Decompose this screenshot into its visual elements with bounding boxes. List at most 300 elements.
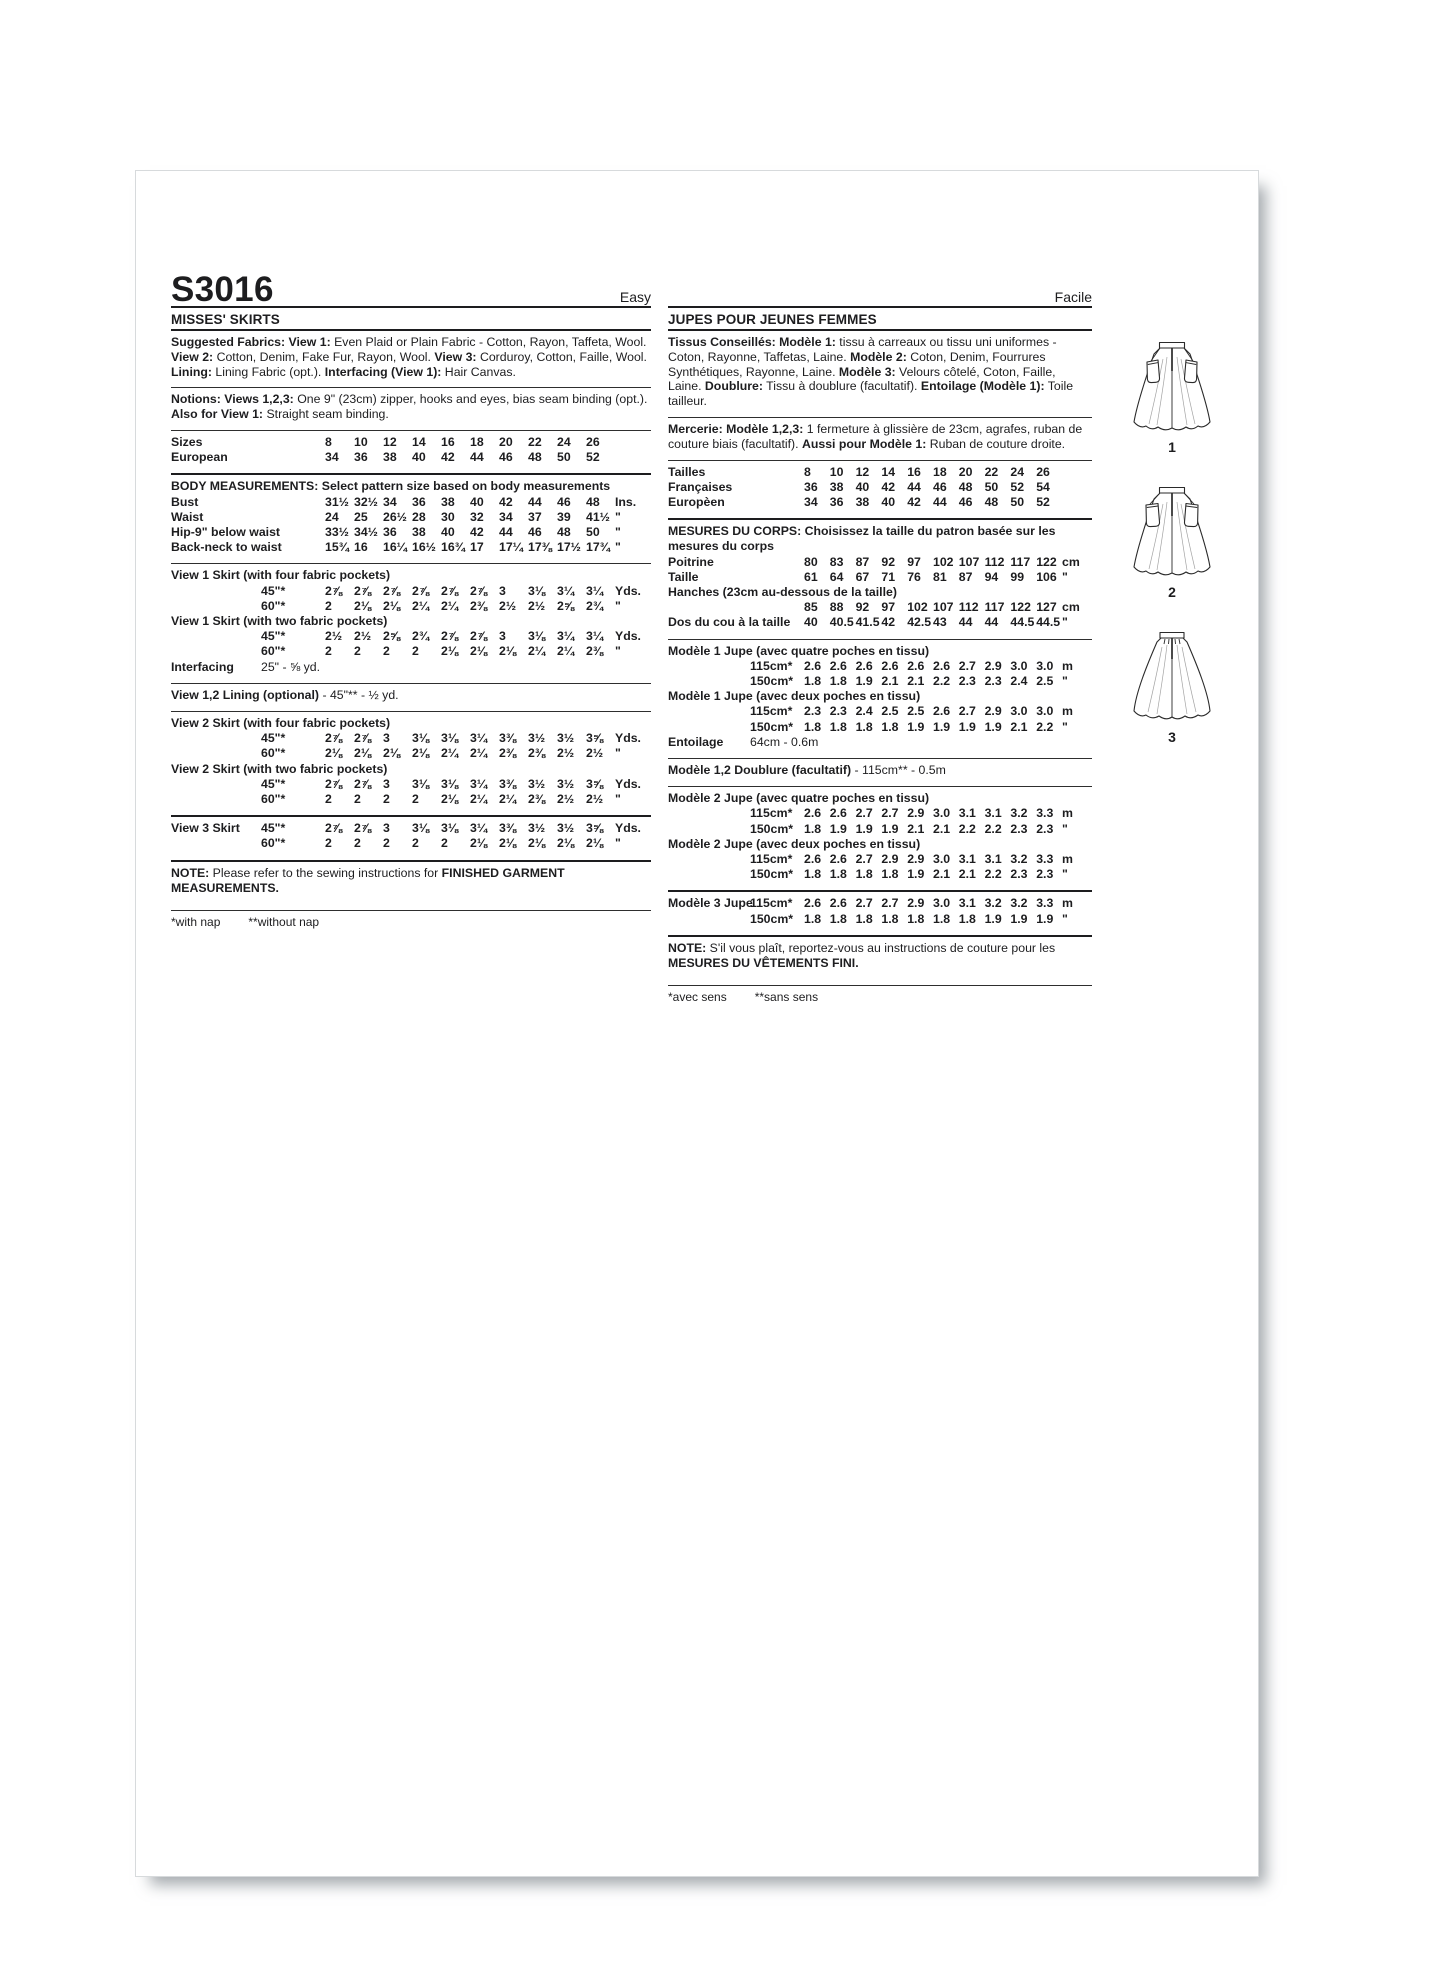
cell-unit: Yds. [615, 776, 641, 791]
cell-value: 1.8 [804, 821, 822, 836]
cell-value: 2⅛ [499, 836, 517, 851]
cell-value: 3¼ [557, 629, 575, 644]
divider [668, 460, 1092, 461]
cell-value: 2.1 [881, 674, 899, 689]
cell-value: 3 [383, 821, 390, 836]
cell-value: 2¾ [586, 598, 604, 613]
suggested-fabrics-paragraph [171, 335, 651, 379]
cell-value: 10 [829, 464, 844, 479]
divider [171, 387, 651, 388]
cell-value: 1.8 [881, 719, 899, 734]
text-segment: 1 fermeture à glissière de 23cm, agrafes, ruban de couture biais (facultatif). [668, 421, 1083, 451]
cell-value: 2.9 [984, 658, 1002, 673]
cell-value: 2⅜ [499, 746, 517, 761]
cell-value: 16 [441, 434, 455, 449]
cell-value: 33½ [325, 525, 349, 539]
cell-value: 2.9 [907, 852, 925, 867]
cell-value: 16¼ [383, 540, 407, 555]
text-segment: Cotton, Denim, Fake Fur, Rayon, Wool. [213, 349, 435, 364]
fabric-width-label: 60"* [261, 598, 286, 613]
metrage-row [668, 720, 1092, 735]
cell-value: 32½ [354, 494, 378, 509]
cell-value: 88 [829, 600, 844, 615]
cell-value: 2.6 [829, 806, 847, 821]
fabric-width-label: 115cm* [750, 806, 793, 821]
text-segment: MESURES DU VÊTEMENTS FINI. [668, 955, 859, 970]
metrage-row [668, 822, 1092, 837]
cell-value: 50 [557, 450, 571, 465]
cell-value: 42 [881, 479, 896, 494]
divider [668, 758, 1092, 759]
cell-value: 2⅛ [470, 644, 488, 659]
text-segment: Please refer to the sewing instructions for [209, 865, 442, 880]
cell-value: 2 [325, 792, 332, 807]
cell-value: 3⅝ [586, 776, 604, 791]
cell-value: 1.8 [881, 911, 899, 926]
cell-value: 2⅛ [354, 598, 372, 613]
row-label: Tailles [668, 464, 706, 479]
cell-value: 61 [804, 569, 818, 584]
fabric-width-label: 45"* [261, 776, 286, 791]
yardage-row [171, 777, 651, 792]
divider [171, 815, 651, 817]
cell-value: 20 [958, 464, 973, 479]
cell-value: 2.1 [958, 867, 976, 882]
row-label [171, 792, 261, 807]
cell-value: 102 [932, 554, 954, 569]
text-segment: Entoilage (Modèle 1): [920, 379, 1045, 394]
cell-value: 48 [984, 494, 999, 509]
cell-value: 52 [586, 450, 600, 465]
cell-value: 2⅛ [383, 746, 401, 761]
row-label [668, 600, 804, 615]
cell-value: 3½ [528, 731, 546, 746]
cell-value: 24 [325, 509, 339, 524]
cell-value: 2.2 [984, 867, 1002, 882]
cell-value: 3.0 [932, 852, 951, 867]
cell-value: 16 [354, 540, 368, 555]
yardage-row [171, 584, 651, 599]
cell-value: 2⅞ [354, 776, 372, 791]
cell-value: 2⅛ [499, 644, 517, 659]
cell-value: 2.6 [804, 806, 822, 821]
cell-value: 2.7 [958, 704, 976, 719]
yardage-row [171, 792, 651, 807]
cell-value: 67 [855, 569, 870, 584]
cell-value: 2.2 [984, 821, 1002, 836]
cell-value: 3⅜ [499, 731, 517, 746]
cell-value: 44 [958, 615, 973, 630]
cell-value: 38 [829, 479, 844, 494]
divider [171, 430, 651, 431]
row-label [171, 731, 261, 746]
cell-value: 2⅛ [383, 598, 401, 613]
mesures-du-corps-header: MESURES DU CORPS: Choisissez la taille du patron basée sur les mesures du corps [668, 524, 1056, 554]
cell-value: 16¾ [441, 540, 465, 555]
divider [668, 985, 1092, 986]
cell-value: 1.8 [881, 867, 899, 882]
cell-value: 34 [325, 450, 339, 465]
cell-value: 2½ [528, 598, 546, 613]
cell-value: 2 [325, 836, 332, 851]
cell-value: 2.3 [984, 674, 1002, 689]
cell-value: 71 [881, 569, 896, 584]
cell-value: 2.6 [829, 658, 847, 673]
cell-value: 2.6 [829, 896, 847, 911]
cell-unit: " [615, 509, 621, 524]
cell-value: 2⅜ [528, 746, 546, 761]
cell-value: 1.8 [932, 911, 951, 926]
cell-value: 1.9 [907, 867, 925, 882]
cell-value: 46 [958, 494, 973, 509]
cell-value: 2.1 [907, 821, 925, 836]
fabric-width-label: 115cm* [750, 704, 793, 719]
text-segment: View 3: [434, 349, 477, 364]
yardage-row [171, 644, 651, 659]
cell-value: 2 [354, 792, 361, 807]
cell-unit: cm [1061, 554, 1080, 569]
row-text: 64cm - 0.6m [750, 734, 819, 749]
cell-unit: " [1061, 821, 1068, 836]
cell-value: 2¾ [412, 629, 430, 644]
cell-unit [1062, 480, 1092, 495]
notions-paragraph [171, 392, 651, 422]
row-label [171, 746, 261, 761]
cell-unit: Yds. [615, 629, 641, 644]
row-label [668, 720, 750, 735]
row-label [668, 852, 750, 867]
cell-value: 2.3 [1010, 867, 1028, 882]
modele1-quatre-poches-header: Modèle 1 Jupe (avec quatre poches en tissu) [668, 643, 930, 658]
text-segment: Modèle 2: [850, 349, 907, 364]
cell-value: 25 [354, 509, 368, 524]
cell-value: 46 [932, 479, 947, 494]
cell-value: 3⅛ [528, 629, 546, 644]
cell-value: 2½ [325, 629, 343, 644]
fabric-width-label: 60"* [261, 746, 286, 761]
tailles-row [668, 465, 1092, 480]
avec-sens-note: *avec sens [668, 989, 727, 1004]
cell-value: 2⅛ [441, 644, 459, 659]
waist-row [171, 510, 651, 525]
text-segment: Suggested Fabrics: View 1: [171, 335, 331, 349]
cell-value: 40 [881, 494, 896, 509]
cell-value: 3¼ [557, 583, 575, 598]
cell-value: 22 [984, 464, 999, 479]
text-segment: Aussi pour Modèle 1: [801, 436, 927, 451]
cell-value: 2⅛ [557, 836, 575, 851]
bust-row [171, 495, 651, 510]
cell-value: 1.8 [855, 867, 873, 882]
cell-value: 14 [881, 464, 896, 479]
skirt-view-2-illustration [1127, 482, 1217, 582]
cell-value: 1.8 [829, 911, 847, 926]
row-label: Sizes [171, 434, 203, 449]
cell-value: 2.2 [1036, 719, 1054, 734]
cell-value: 41.5 [855, 615, 880, 630]
cell-value: 3⅛ [412, 731, 430, 746]
row-label: Entoilage [668, 734, 724, 749]
cell-value: 2.6 [881, 658, 899, 673]
cell-value: 2.7 [855, 852, 873, 867]
cell-unit [1062, 495, 1092, 510]
cell-value: 52 [1010, 479, 1025, 494]
cell-unit: m [1061, 704, 1073, 719]
cell-value: 2.2 [932, 674, 951, 689]
cell-value: 1.9 [855, 821, 873, 836]
cell-value: 3.0 [1036, 658, 1054, 673]
row-label [171, 644, 261, 659]
cell-value: 2.1 [907, 674, 925, 689]
cell-value: 2.6 [932, 704, 951, 719]
taille-row [668, 570, 1092, 585]
text-segment: Lining: [171, 364, 212, 379]
cell-value: 2.7 [881, 806, 899, 821]
cell-value: 2.6 [829, 852, 847, 867]
cell-value: 2 [412, 644, 419, 659]
cell-value: 2.3 [1010, 821, 1028, 836]
metrage-row [668, 704, 1092, 719]
cell-value: 2⅛ [470, 836, 488, 851]
dos-du-cou-row [668, 615, 1092, 630]
view1-four-pockets-header: View 1 Skirt (with four fabric pockets) [171, 568, 391, 583]
fabric-width-label: 150cm* [750, 867, 794, 882]
cell-value: 3⅝ [586, 731, 604, 746]
cell-value: 2½ [586, 746, 604, 761]
row-label [171, 599, 261, 614]
cell-value: 2⅞ [325, 731, 343, 746]
pattern-title-french: JUPES POUR JEUNES FEMMES [668, 308, 1092, 331]
skirt-view-3-illustration [1127, 627, 1217, 727]
cell-value: 2 [412, 792, 419, 807]
view2-two-pockets-header: View 2 Skirt (with two fabric pockets) [171, 761, 388, 776]
body-measurements-header: BODY MEASUREMENTS: Select pattern size based on body measurements [171, 479, 611, 494]
cell-unit: " [1061, 719, 1068, 734]
cell-value: 2 [412, 836, 419, 851]
cell-value: 2.7 [855, 896, 873, 911]
fabric-width-label: 45"* [261, 583, 286, 598]
cell-value: 3.2 [984, 896, 1002, 911]
cell-value: 2.1 [932, 867, 951, 882]
cell-value: 106 [1036, 569, 1057, 584]
cell-value: 38 [412, 525, 426, 539]
cell-value: 2.6 [932, 658, 951, 673]
cell-unit: " [1061, 569, 1068, 584]
cell-value: 2.9 [984, 704, 1002, 719]
cell-value: 3.1 [958, 852, 976, 867]
note-paragraph-english [171, 866, 651, 896]
cell-value: 16 [907, 464, 921, 479]
cell-value: 3.2 [1010, 896, 1028, 911]
text-segment: NOTE: [171, 865, 210, 880]
cell-value: 3 [499, 629, 506, 644]
cell-value: 3¼ [470, 731, 488, 746]
cell-value: 2.1 [1010, 719, 1028, 734]
yardage-row [171, 746, 651, 761]
cell-value: 3⅛ [528, 583, 546, 598]
sans-sens-note: **sans sens [754, 989, 819, 1004]
cell-value: 38 [441, 494, 455, 509]
cell-value: 2⅞ [354, 821, 372, 836]
cell-value: 2.3 [804, 704, 822, 719]
metrage-row [668, 659, 1092, 674]
cell-value: 1.8 [804, 911, 822, 926]
cell-unit: " [1061, 867, 1068, 882]
skirt-view-2-figure [1126, 482, 1218, 600]
interfacing-row [171, 660, 651, 675]
fabric-width-label: 60"* [261, 644, 286, 659]
cell-value: 46 [528, 525, 542, 539]
text-segment: S'il vous plaît, reportez-vous au instructions de couture pour les [706, 940, 1056, 955]
cell-value: 87 [958, 569, 973, 584]
fabric-width-label: 45"* [261, 731, 286, 746]
cell-value: 3.2 [1010, 806, 1028, 821]
cell-value: 3½ [557, 776, 575, 791]
cell-value: 87 [855, 554, 870, 569]
cell-value: 2¼ [470, 792, 488, 807]
poitrine-row [668, 555, 1092, 570]
cell-value: 2.3 [1036, 867, 1054, 882]
cell-value: 3 [383, 731, 390, 746]
cell-value: 3 [499, 583, 506, 598]
cell-value: 122 [1036, 554, 1057, 569]
cell-value: 10 [354, 434, 368, 449]
cell-value: 48 [958, 479, 973, 494]
lining-line [171, 688, 651, 703]
skirt-view-1-illustration [1127, 337, 1217, 437]
cell-value: 3¼ [470, 776, 488, 791]
cell-value: 42 [881, 615, 896, 630]
masthead-french [668, 263, 1092, 308]
cell-value: 40 [855, 479, 870, 494]
note-paragraph-french [668, 941, 1092, 971]
cell-value: 2.6 [804, 658, 822, 673]
cell-value: 42.5 [907, 615, 932, 630]
french-column [668, 263, 1092, 1004]
cell-value: 3⅜ [499, 776, 517, 791]
cell-value: 2¼ [441, 598, 459, 613]
view-illustrations [1126, 337, 1218, 772]
cell-value: 3.0 [1010, 704, 1028, 719]
cell-value: 3⅛ [441, 821, 459, 836]
row-label [668, 822, 750, 837]
cell-value: 48 [557, 525, 571, 539]
cell-value: 107 [958, 554, 980, 569]
cell-value: 2⅞ [325, 776, 343, 791]
cell-value: 2¼ [470, 746, 488, 761]
cell-value: 1.9 [932, 719, 951, 734]
cell-value: 31½ [325, 494, 349, 509]
cell-value: 76 [907, 569, 921, 584]
cell-value: 2⅛ [528, 836, 546, 851]
cell-value: 2.6 [855, 658, 873, 673]
cell-unit: " [615, 525, 621, 539]
cell-value: 1.9 [855, 674, 873, 689]
modele2-quatre-poches-header: Modèle 2 Jupe (avec quatre poches en tissu) [668, 791, 930, 806]
fabric-width-label: 150cm* [750, 719, 794, 734]
cell-unit: Yds. [615, 731, 641, 746]
row-label: Waist [171, 509, 204, 524]
cell-value: 2½ [586, 792, 604, 807]
cell-value: 2⅛ [325, 746, 343, 761]
cell-value: 2.7 [958, 658, 976, 673]
entoilage-row [668, 735, 1092, 750]
cell-value: 26 [586, 434, 600, 449]
cell-value: 38 [383, 450, 397, 465]
row-label [171, 584, 261, 599]
english-column [171, 263, 651, 929]
cell-value: 17 [470, 540, 484, 555]
cell-value: 2⅞ [470, 583, 488, 598]
cell-value: 36 [412, 494, 426, 509]
divider [171, 860, 651, 862]
cell-value: 2⅞ [325, 821, 343, 836]
fabric-width-label: 150cm* [750, 821, 794, 836]
text-segment: - 115cm** - 0.5m [851, 763, 946, 778]
cell-value: 2 [441, 836, 448, 851]
fabric-width-label: 115cm* [750, 852, 793, 867]
fabric-width-label: 60"* [261, 792, 286, 807]
fabric-width-label: 115cm* [750, 658, 793, 673]
row-label: View 3 Skirt [171, 821, 240, 836]
text-segment: Also for View 1: [171, 407, 264, 422]
pattern-envelope-back-page [135, 170, 1259, 1877]
tissus-conseilles-paragraph [668, 335, 1092, 409]
cell-value: 40 [804, 615, 818, 630]
cell-value: 2.3 [829, 704, 847, 719]
text-segment: One 9" (23cm) zipper, hooks and eyes, bias seam binding (opt.). [293, 392, 648, 407]
cell-value: 20 [499, 434, 513, 449]
cell-value: 17¼ [499, 540, 523, 555]
cell-value: 39 [557, 509, 571, 524]
cell-value: 1.9 [958, 719, 976, 734]
cell-value: 3½ [528, 821, 546, 836]
cell-value: 18 [470, 434, 484, 449]
text-segment: Velours côtelé, Coton, Faille, Laine. [668, 364, 1056, 394]
cell-value: 2⅞ [354, 731, 372, 746]
cell-unit [615, 450, 651, 465]
cell-value: 1.8 [829, 719, 847, 734]
modele2-deux-poches-header: Modèle 2 Jupe (avec deux poches en tissu) [668, 836, 921, 851]
row-label: Hip-9" below waist [171, 525, 281, 539]
cell-value: 2⅝ [383, 629, 401, 644]
cell-value: 2⅞ [412, 583, 430, 598]
cell-value: 48 [528, 450, 542, 465]
cell-value: 97 [881, 600, 896, 615]
view1-two-pockets-header: View 1 Skirt (with two fabric pockets) [171, 614, 388, 629]
cell-unit: " [615, 792, 621, 807]
cell-value: 40.5 [829, 615, 854, 630]
cell-value: 36 [354, 450, 368, 465]
cell-value: 107 [932, 600, 954, 615]
cell-unit: " [615, 836, 621, 851]
modele1-deux-poches-header: Modèle 1 Jupe (avec deux poches en tissu) [668, 689, 921, 704]
row-label: Françaises [668, 479, 733, 494]
cell-value: 2⅞ [441, 629, 459, 644]
skirt-view-3-figure [1126, 627, 1218, 745]
row-label [171, 836, 261, 851]
metrage-row [668, 852, 1092, 867]
cell-unit: Yds. [615, 821, 641, 836]
row-label: Bust [171, 494, 199, 509]
cell-value: 2 [325, 598, 332, 613]
cell-value: 2 [325, 644, 332, 659]
cell-value: 3¼ [470, 821, 488, 836]
cell-value: 2⅛ [441, 792, 459, 807]
cell-value: 3.1 [958, 806, 976, 821]
row-label [668, 659, 750, 674]
text-segment: Hair Canvas. [441, 364, 516, 379]
